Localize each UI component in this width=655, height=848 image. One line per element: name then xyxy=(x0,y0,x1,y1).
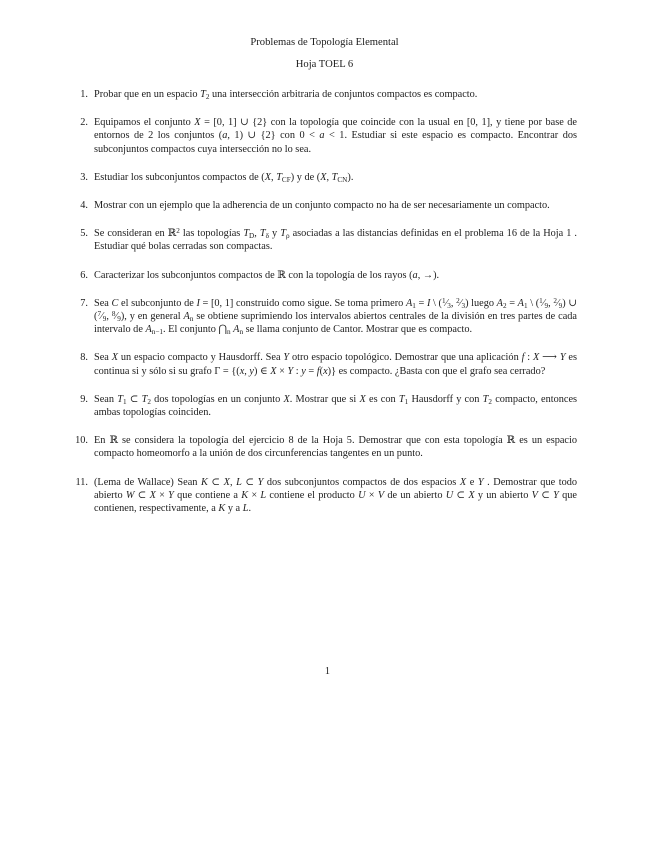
problem-number: 2. xyxy=(80,117,88,129)
problem-item xyxy=(72,227,577,253)
problem-item xyxy=(72,476,577,516)
problem-item xyxy=(72,116,577,156)
problem-text: Equipamos el conjunto X = [0, 1] ∪ {2} con la topología que coincide con la usual en [0, 1], y tiene por base de entornos de 2 los conjuntos (a, 1) ∪ {2} con 0 < a < 1. Estudiar si este espacio es compacto. Encontrar dos subconjuntos compactos cuya intersección no lo sea. xyxy=(94,117,578,155)
page-number: 1 xyxy=(324,666,331,677)
problem-number: 3. xyxy=(80,171,88,183)
problem-number: 7. xyxy=(80,297,88,309)
problem-number: 9. xyxy=(80,393,88,405)
problem-number: 4. xyxy=(80,200,88,212)
problem-text: Probar que en un espacio $T_2$ una intersección arbitraria de conjuntos compactos es compacto. xyxy=(94,89,478,101)
problem-number: 1. xyxy=(80,89,88,100)
document-title: Problemas de Topología Elemental xyxy=(250,37,399,48)
problem-text: Se consideran en ℝ$^2$ las topologías $T_D$, $T_\delta$ y $T_\rho$ asociadas a las distancias definidas en el problema 16 de la Hoja 1 . Estudiar qué bolas cerradas son compactas. xyxy=(94,226,577,253)
problem-list xyxy=(72,88,577,515)
problem-item xyxy=(72,199,577,212)
problem-text: Caracterizar los subconjuntos compactos de ℝ con la topología de los rayos (a, →). xyxy=(94,269,440,281)
problem-item xyxy=(72,434,577,460)
problem-number: 8. xyxy=(80,352,88,364)
problem-text: Sea X un espacio compacto y Hausdorff. Sea Y otro espacio topológico. Demostrar que una aplicación f : X ⟶ Y es continua si y sólo si su grafo Γ = {(x, y) ∈ X × Y : y = f(x)} es compacto. ¿Basta con que el grafo sea cerrado? xyxy=(94,352,577,377)
problem-item xyxy=(72,351,577,377)
problem-text: En ℝ se considera la topología del ejercicio 8 de la Hoja 5. Demostrar que con esta topología ℝ es un espacio compacto homeomorfo a la unión de dos circunferencias tangentes en un punto. xyxy=(94,435,577,460)
problem-text: Sean $T_1$ ⊂ $T_2$ dos topologías en un conjunto X. Mostrar que si X es con $T_1$ Hausdorff y con $T_2$ compacto, entonces ambas topologías coinciden. xyxy=(94,393,578,419)
problem-number: 5. xyxy=(80,228,88,240)
document-subtitle: Hoja TOEL 6 xyxy=(295,59,354,70)
problem-text: (Lema de Wallace) Sean K ⊂ X, L ⊂ Y dos subconjuntos compactos de dos espacios X e Y . Demostrar que todo abierto W ⊂ X × Y que contiene a K × L contiene el producto U × V de un abierto U ⊂ X y un abierto V ⊂ Y que contienen, respectivamente, a K y a L. xyxy=(94,476,578,515)
problem-number: 11. xyxy=(75,476,88,488)
problem-item xyxy=(72,297,577,337)
problem-item xyxy=(72,269,577,282)
problem-number: 6. xyxy=(80,269,88,281)
problem-text: Estudiar los subconjuntos compactos de (X, $T_{CF}$) y de (X, $T_{CN}$). xyxy=(94,171,354,184)
problem-number: 10. xyxy=(75,435,88,447)
problem-item xyxy=(72,88,577,101)
problem-text: Mostrar con un ejemplo que la adherencia de un conjunto compacto no ha de ser necesariamente un compacto. xyxy=(94,200,550,212)
problem-item xyxy=(72,171,577,184)
problem-text: Sea C el subconjunto de I = [0, 1] construido como sigue. Se toma primero $A_1 = I$ \ ($^1⁄_3$, $^2⁄_3$) luego $A_2 = A_1$ \ ($^1⁄_9$, $^2⁄_9$) ∪ ($^7⁄_9$, $^8⁄_9$), y en general $A_n$ se obtiene suprimiendo los intervalos abiertos centrales de la división en tres partes de cada intervalo de $A_{n-1}$. El conjunto $⋂_n$ $A_n$ se llama conjunto de Cantor. Mostrar que es compacto. xyxy=(94,296,577,337)
problem-item xyxy=(72,393,577,419)
